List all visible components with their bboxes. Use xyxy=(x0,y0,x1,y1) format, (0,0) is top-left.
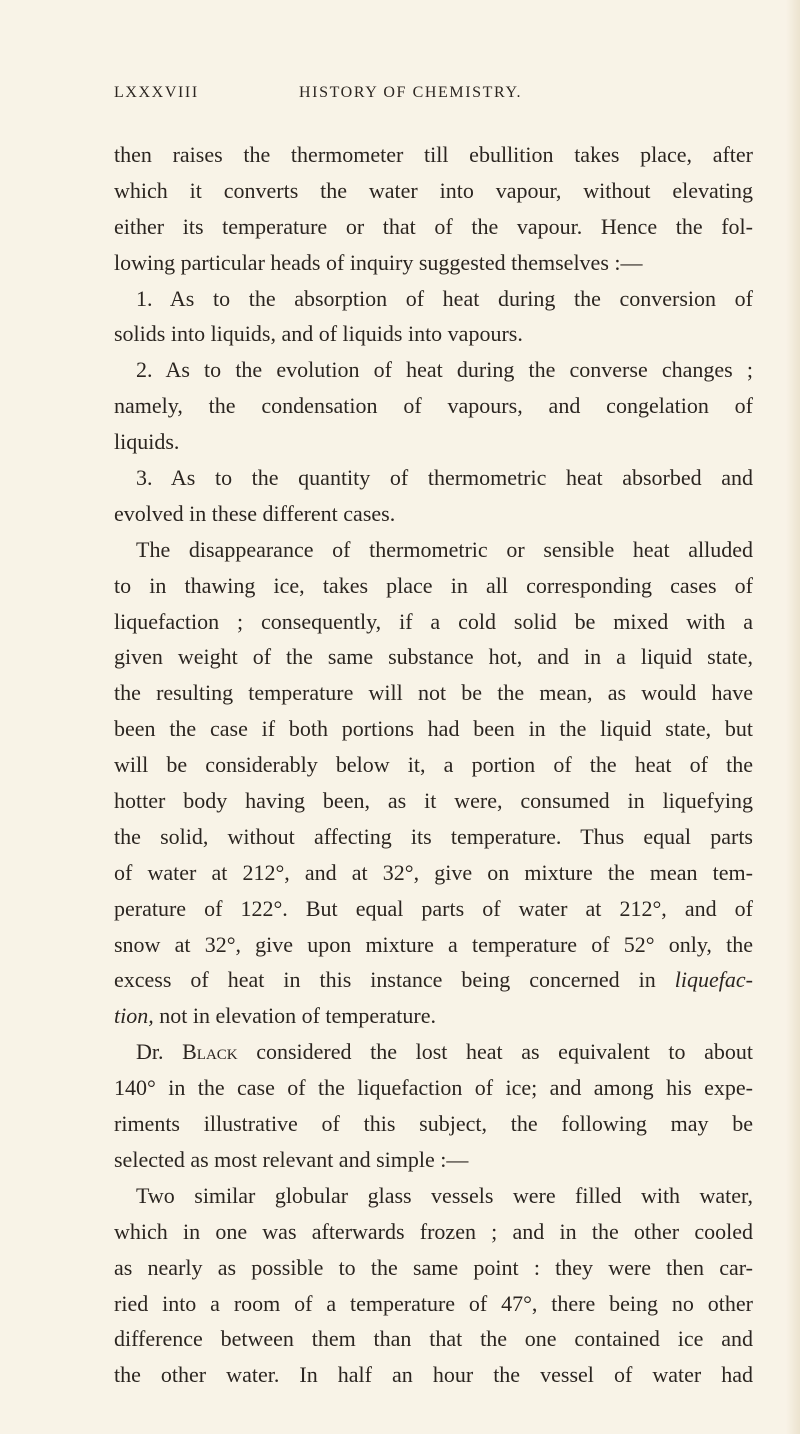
text-line xyxy=(114,855,753,891)
text-line xyxy=(114,316,753,352)
text-line xyxy=(114,1286,753,1322)
text-line xyxy=(114,496,753,532)
text-line xyxy=(114,532,753,568)
page-number: LXXXVIII xyxy=(114,84,199,101)
text-segment: 1. As to the absorption of heat during the conversion of xyxy=(136,285,753,311)
text-segment: ried into a room of a temperature of 47°, there being no other xyxy=(114,1290,753,1316)
text-line xyxy=(114,424,753,460)
text-segment: Dr. xyxy=(136,1039,183,1065)
text-segment: given weight of the same substance hot, and in a liquid state, xyxy=(114,644,753,670)
text-line xyxy=(114,1106,753,1142)
text-segment: lowing particular heads of inquiry suggested themselves :— xyxy=(114,249,643,275)
text-line xyxy=(114,209,753,245)
text-line xyxy=(114,819,753,855)
text-segment: namely, the condensation of vapours, and congelation of xyxy=(114,393,753,419)
text-segment: liquids. xyxy=(114,429,180,455)
text-segment: not in elevation of temperature. xyxy=(153,1003,436,1029)
text-line xyxy=(114,1214,753,1250)
text-line xyxy=(114,1034,753,1070)
text-line xyxy=(114,460,753,496)
text-segment: The disappearance of thermometric or sensible heat alluded xyxy=(136,536,753,562)
text-line xyxy=(114,245,753,281)
text-segment: the solid, without affecting its temperature. Thus equal parts xyxy=(114,823,753,849)
text-segment: considered the lost heat as equivalent to about xyxy=(237,1039,754,1065)
text-segment: which in one was afterwards frozen ; and in the other cooled xyxy=(114,1218,753,1244)
text-line xyxy=(114,388,753,424)
text-line xyxy=(114,173,753,209)
text-segment: either its temperature or that of the vapour. Hence the fol- xyxy=(114,213,753,239)
text-segment: been the case if both portions had been in the liquid state, but xyxy=(114,716,753,742)
text-line xyxy=(114,639,753,675)
text-segment: then raises the thermometer till ebullition takes place, after xyxy=(114,142,753,167)
text-segment: of water at 212°, and at 32°, give on mixture the mean tem- xyxy=(114,859,753,885)
small-caps-name: Black xyxy=(182,1039,238,1065)
text-line xyxy=(114,1142,753,1178)
text-segment: riments illustrative of this subject, the following may be xyxy=(114,1111,753,1137)
text-line xyxy=(114,1357,753,1393)
text-line xyxy=(114,568,753,604)
text-line xyxy=(114,783,753,819)
text-line xyxy=(114,137,753,173)
text-line xyxy=(114,604,753,640)
text-segment: solids into liquids, and of liquids into vapours. xyxy=(114,321,523,347)
text-line xyxy=(114,1070,753,1106)
text-segment: 140° in the case of the liquefaction of ice; and among his expe- xyxy=(114,1075,753,1101)
text-segment: Two similar globular glass vessels were filled with water, xyxy=(136,1182,753,1208)
text-segment: difference between them than that the one contained ice and xyxy=(114,1326,753,1352)
text-line xyxy=(114,1178,753,1214)
text-segment: as nearly as possible to the same point : they were then car- xyxy=(114,1254,753,1280)
text-line xyxy=(114,352,753,388)
text-segment: evolved in these different cases. xyxy=(114,500,396,526)
text-segment: perature of 122°. But equal parts of water at 212°, and of xyxy=(114,895,753,921)
text-line xyxy=(114,891,753,927)
text-segment: snow at 32°, give upon mixture a temperature of 52° only, the xyxy=(114,931,753,957)
body-text xyxy=(114,137,753,1393)
text-segment: 3. As to the quantity of thermometric heat absorbed and xyxy=(136,465,753,491)
text-line xyxy=(114,1321,753,1357)
text-segment: the other water. In half an hour the vessel of water had xyxy=(114,1362,753,1388)
text-segment: selected as most relevant and simple :— xyxy=(114,1146,469,1172)
page-edge-shadow xyxy=(786,0,800,1434)
italic-text: tion, xyxy=(114,1003,154,1029)
text-line xyxy=(114,747,753,783)
text-segment: the resulting temperature will not be the mean, as would have xyxy=(114,680,753,706)
text-segment: excess of heat in this instance being concerned in xyxy=(114,967,675,993)
text-line xyxy=(114,1250,753,1286)
text-line xyxy=(114,927,753,963)
text-line xyxy=(114,962,753,998)
italic-text: liquefac- xyxy=(674,967,753,993)
text-segment: liquefaction ; consequently, if a cold solid be mixed with a xyxy=(114,608,753,634)
running-header xyxy=(114,84,754,110)
text-segment: hotter body having been, as it were, consumed in liquefying xyxy=(114,788,753,814)
text-line xyxy=(114,711,753,747)
text-line xyxy=(114,281,753,317)
text-segment: which it converts the water into vapour, without elevating xyxy=(114,177,753,203)
text-segment: will be considerably below it, a portion of the heat of the xyxy=(114,752,753,778)
text-segment: 2. As to the evolution of heat during the converse changes ; xyxy=(136,357,753,383)
text-line xyxy=(114,998,753,1034)
running-title: HISTORY OF CHEMISTRY. xyxy=(299,84,523,101)
text-segment: to in thawing ice, takes place in all corresponding cases of xyxy=(114,572,753,598)
text-line xyxy=(114,675,753,711)
